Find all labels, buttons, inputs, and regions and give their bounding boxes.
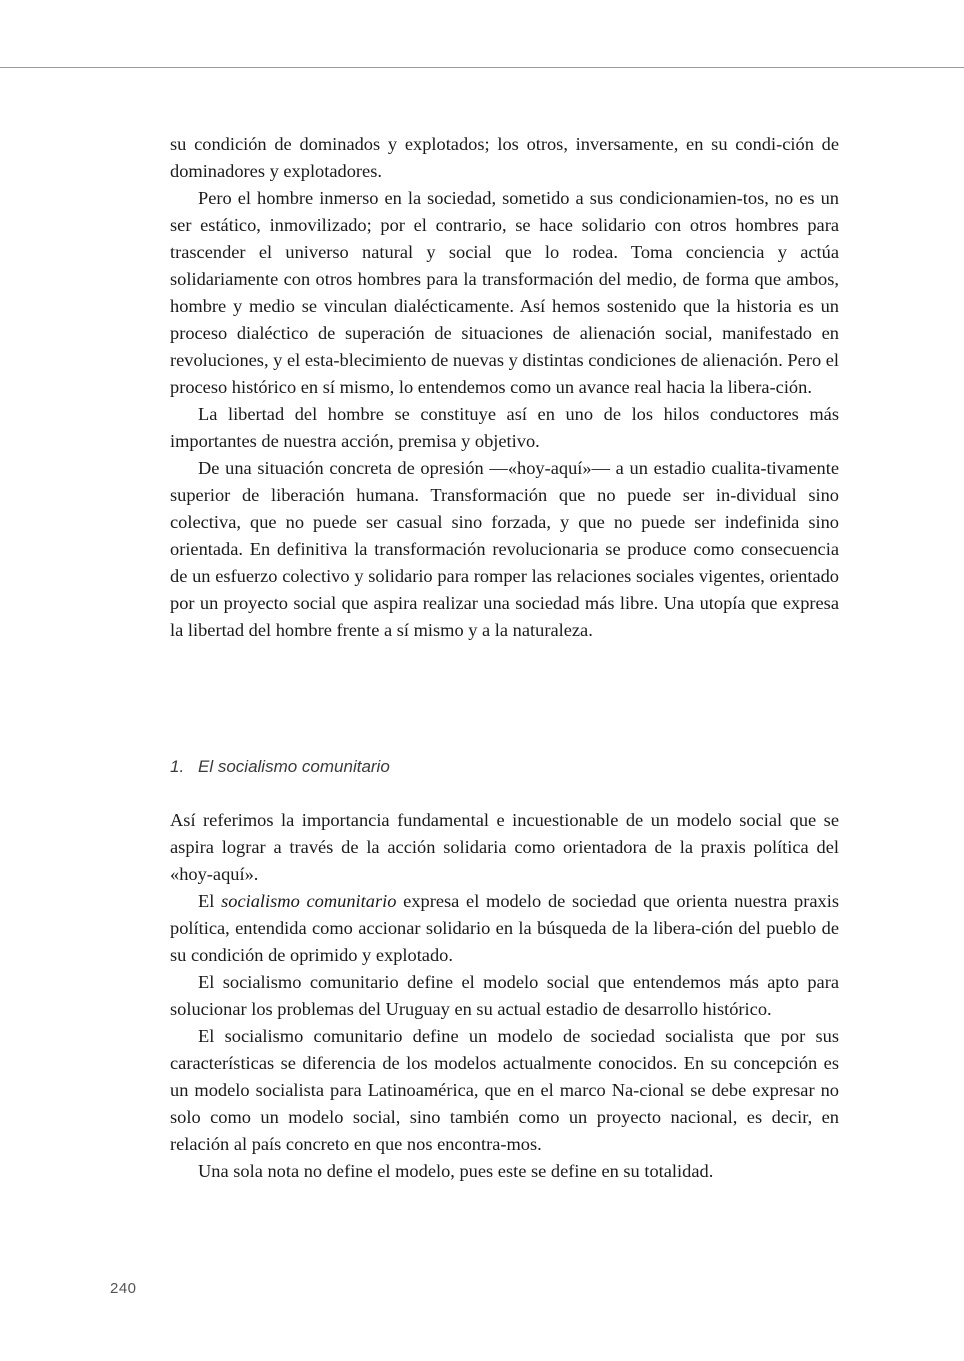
body-text-before-section — [170, 131, 839, 644]
paragraph — [170, 888, 839, 969]
section-number: 1. — [170, 757, 185, 776]
section-heading — [170, 753, 390, 780]
emphasis-term: socialismo comunitario — [221, 891, 397, 911]
paragraph: El socialismo comunitario define el modelo social que entendemos más apto para solucionar los problemas del Uruguay en su actual estadio de desarrollo histórico. — [170, 972, 839, 1019]
paragraph: El socialismo comunitario define un modelo de sociedad socialista que por sus características se diferencia de los modelos actualmente conocidos. En su concepción es un modelo socialista para Latinoamérica, que en el marco Na-cional se debe expresar no solo como un modelo social, sino también como un proyecto nacional, es decir, en relación al país concreto en que nos encontra-mos. — [170, 1026, 839, 1154]
paragraph-rest: expresa el modelo de sociedad que orienta nuestra praxis política, entendida como accionar solidario en la búsqueda de la libera-ción del pueblo de su condición de oprimido y explotado. — [170, 891, 839, 965]
section-title: El socialismo comunitario — [198, 757, 390, 776]
paragraph: su condición de dominados y explotados; los otros, inversamente, en su condi-ción de dominadores y explotadores. — [170, 134, 839, 181]
body-text-after-section — [170, 807, 839, 1185]
paragraph: Una sola nota no define el modelo, pues este se define en su totalidad. — [198, 1161, 714, 1181]
paragraph: La libertad del hombre se constituye así en uno de los hilos conductores más importantes de nuestra acción, premisa y objetivo. — [170, 404, 839, 451]
paragraph: Pero el hombre inmerso en la sociedad, sometido a sus condicionamien-tos, no es un ser estático, inmovilizado; por el contrario, se hace solidario con otros hombres para trascender el universo natural y social que lo rodea. Toma conciencia y actúa solidariamente con otros hombres para la transformación del medio, de forma que ambos, hombre y medio se vinculan dialécticamente. Así hemos sostenido que la historia es un proceso dialéctico de superación de situaciones de alienación social, manifestado en revoluciones, y el esta-blecimiento de nuevas y distintas condiciones de alienación. Pero el proceso histórico en sí mismo, lo entendemos como un avance real hacia la libera-ción. — [170, 188, 840, 397]
paragraph: De una situación concreta de opresión —«hoy-aquí»— a un estadio cualita-tivamente superior de liberación humana. Transformación que no puede ser in-dividual sino colectiva, que no puede ser casual sino forzada, y que no puede ser indefinida sino orientada. En definitiva la transformación revolucionaria se produce como consecuencia de un esfuerzo colectivo y solidario para romper las relaciones sociales vigentes, orientado por un proyecto social que aspira realizar una sociedad más libre. Una utopía que expresa la libertad del hombre frente a sí mismo y a la naturaleza. — [170, 458, 839, 640]
page-number: 240 — [110, 1280, 137, 1297]
paragraph: Así referimos la importancia fundamental e incuestionable de un modelo social que se aspira lograr a través de la acción solidaria como orientadora de la praxis política del «hoy-aquí». — [170, 810, 839, 884]
header-rule — [0, 67, 964, 68]
paragraph-start: El — [198, 891, 222, 911]
